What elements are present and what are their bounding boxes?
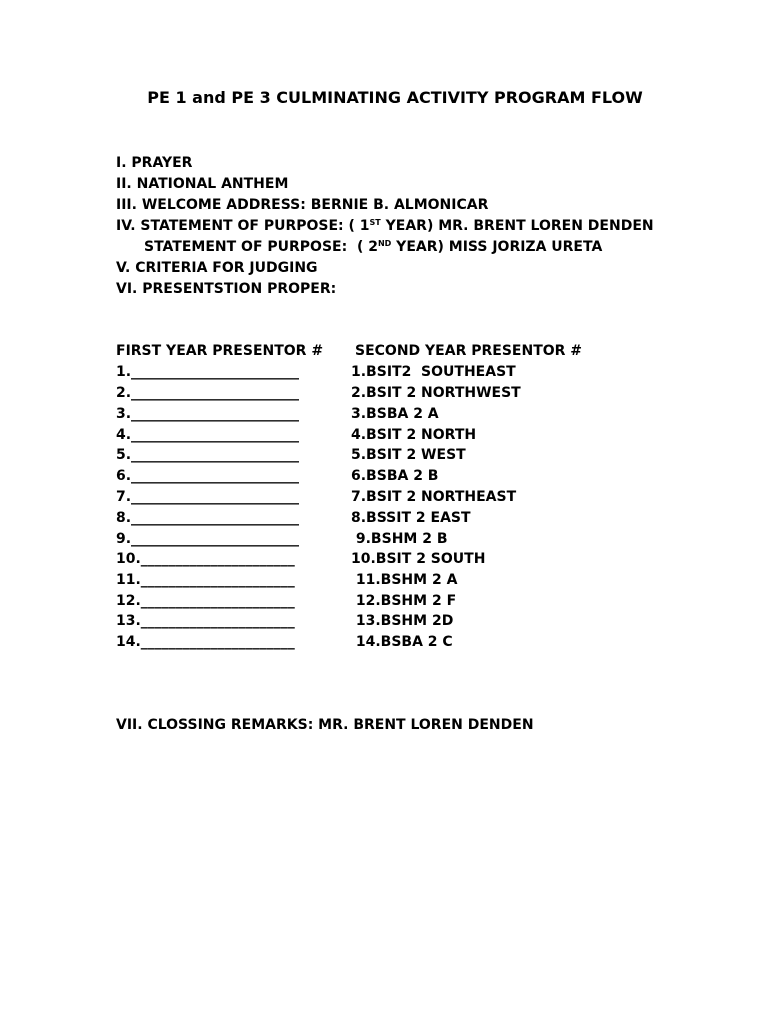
statement-first-suffix: YEAR) MR. BRENT LOREN DENDEN: [380, 218, 654, 234]
first-year-item: 9.________________________: [116, 531, 300, 547]
program-item-national-anthem: II. NATIONAL ANTHEM: [116, 176, 289, 192]
first-year-item: 11.______________________: [116, 572, 295, 588]
second-year-item: 3.BSBA 2 A: [351, 406, 439, 422]
first-year-item: 4.________________________: [116, 427, 300, 443]
first-year-item: 13.______________________: [116, 613, 295, 629]
first-year-item: 2.________________________: [116, 385, 300, 401]
first-year-item: 12.______________________: [116, 593, 295, 609]
statement-second-sup: ND: [377, 239, 392, 248]
first-year-header: FIRST YEAR PRESENTOR #: [116, 343, 324, 359]
statement-first-prefix: IV. STATEMENT OF PURPOSE: ( 1: [116, 218, 370, 234]
second-year-item: 8.BSSIT 2 EAST: [351, 510, 471, 526]
program-item-welcome-address: III. WELCOME ADDRESS: BERNIE B. ALMONICAR: [116, 197, 489, 213]
first-year-item: 6.________________________: [116, 468, 300, 484]
second-year-item: 13.BSHM 2D: [351, 613, 454, 629]
first-year-item: 5.________________________: [116, 447, 300, 463]
program-item-criteria: V. CRITERIA FOR JUDGING: [116, 260, 318, 276]
second-year-item: 12.BSHM 2 F: [351, 593, 457, 609]
program-item-prayer: I. PRAYER: [116, 155, 193, 171]
second-year-item: 6.BSBA 2 B: [351, 468, 439, 484]
second-year-item: 5.BSIT 2 WEST: [351, 447, 466, 463]
first-year-item: 10.______________________: [116, 551, 295, 567]
second-year-header: SECOND YEAR PRESENTOR #: [355, 343, 583, 359]
first-year-item: 3.________________________: [116, 406, 300, 422]
document-title: PE 1 and PE 3 CULMINATING ACTIVITY PROGRAM FLOW: [147, 88, 643, 107]
first-year-item: 1.________________________: [116, 364, 300, 380]
program-item-statement-first-year: [116, 217, 654, 235]
second-year-item: 14.BSBA 2 C: [351, 634, 453, 650]
program-item-presentation-proper: VI. PRESENTSTION PROPER:: [116, 281, 337, 297]
first-year-item: 14.______________________: [116, 634, 295, 650]
second-year-item: 4.BSIT 2 NORTH: [351, 427, 477, 443]
second-year-item: 1.BSIT2 SOUTHEAST: [351, 364, 516, 380]
statement-first-sup: ST: [369, 218, 381, 227]
first-year-item: 8.________________________: [116, 510, 300, 526]
program-item-statement-second-year: [144, 238, 602, 256]
program-item-closing-remarks: VII. CLOSSING REMARKS: MR. BRENT LOREN DENDEN: [116, 717, 534, 733]
second-year-item: 7.BSIT 2 NORTHEAST: [351, 489, 517, 505]
statement-second-suffix: YEAR) MISS JORIZA URETA: [391, 239, 603, 255]
second-year-item: 2.BSIT 2 NORTHWEST: [351, 385, 521, 401]
first-year-item: 7.________________________: [116, 489, 300, 505]
second-year-item: 11.BSHM 2 A: [351, 572, 458, 588]
second-year-item: 9.BSHM 2 B: [351, 531, 448, 547]
second-year-item: 10.BSIT 2 SOUTH: [351, 551, 486, 567]
statement-second-prefix: STATEMENT OF PURPOSE: ( 2: [144, 239, 378, 255]
